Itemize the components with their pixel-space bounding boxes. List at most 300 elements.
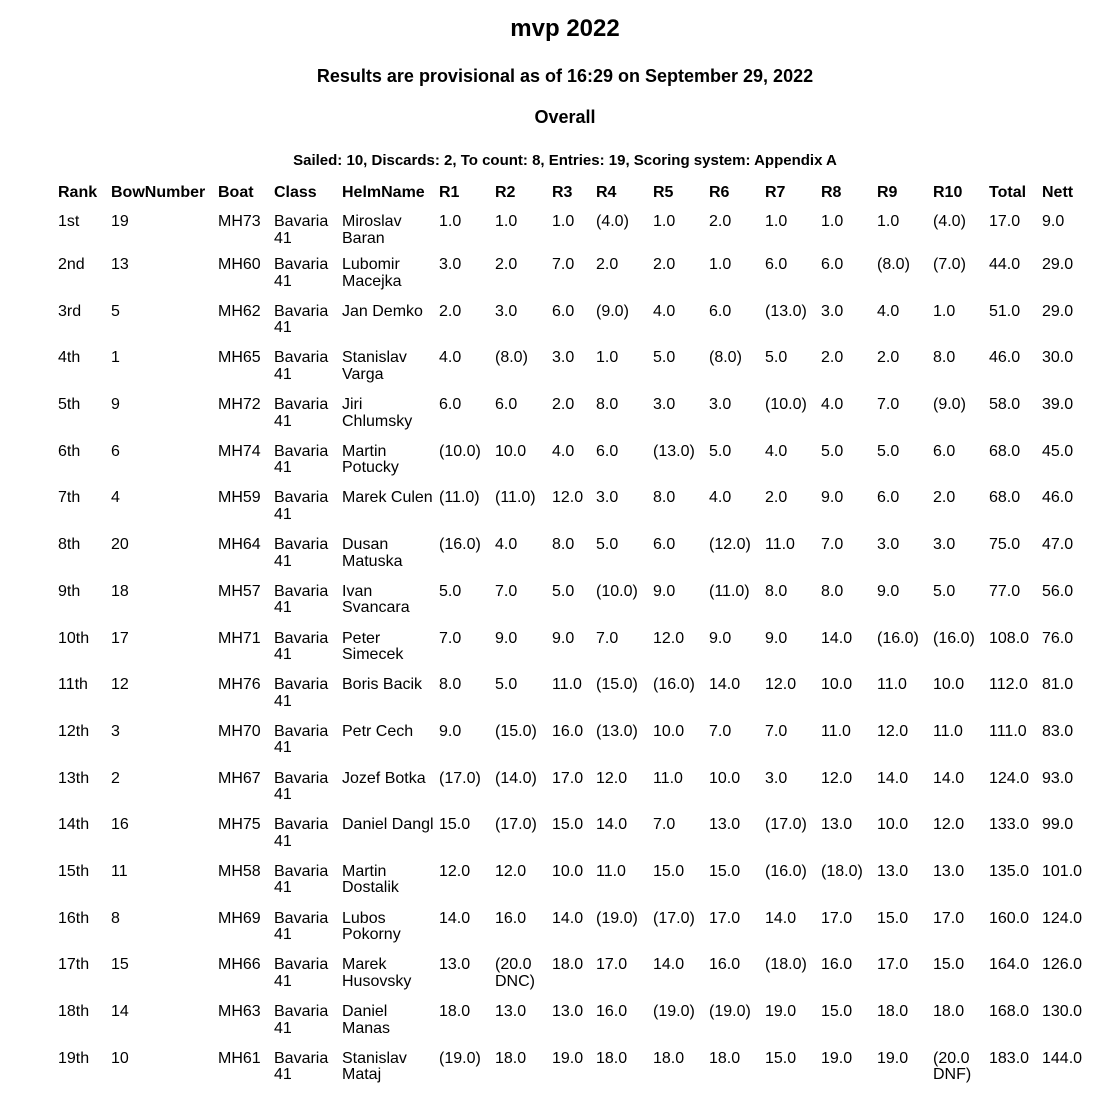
cell-r7: (13.0) bbox=[765, 302, 807, 320]
cell-bownumber: 1 bbox=[111, 349, 120, 367]
cell-r10: 15.0 bbox=[933, 956, 965, 974]
cell-r3: 18.0 bbox=[552, 956, 584, 974]
cell-nett: 46.0 bbox=[1042, 489, 1074, 507]
cell-r9: (8.0) bbox=[877, 256, 910, 273]
cell-r9: 7.0 bbox=[877, 396, 900, 414]
cell-nett: 124.0 bbox=[1042, 909, 1083, 927]
cell-r7: 3.0 bbox=[765, 769, 788, 787]
cell-r4: (9.0) bbox=[596, 302, 629, 320]
cell-r9: 11.0 bbox=[877, 676, 907, 694]
cell-r5: 5.0 bbox=[653, 349, 676, 367]
cell-r2: (14.0) bbox=[495, 769, 537, 787]
table-row bbox=[56, 444, 1085, 491]
cell-r5: (13.0) bbox=[653, 442, 695, 460]
column-header-r8: R8 bbox=[821, 184, 842, 201]
table-row bbox=[56, 584, 1085, 631]
cell-r7: 4.0 bbox=[765, 442, 788, 460]
cell-helmname: Lubos Pokorny bbox=[342, 909, 401, 944]
cell-total: 164.0 bbox=[989, 956, 1030, 974]
cell-r7: (10.0) bbox=[765, 396, 807, 414]
cell-r4: 12.0 bbox=[596, 769, 628, 787]
cell-r4: 3.0 bbox=[596, 489, 619, 507]
cell-r7: (18.0) bbox=[765, 956, 807, 974]
cell-r6: (8.0) bbox=[709, 349, 742, 367]
cell-class: Bavaria 41 bbox=[274, 862, 329, 897]
cell-r10: 8.0 bbox=[933, 349, 956, 367]
cell-rank: 4th bbox=[58, 349, 81, 367]
column-header-r7: R7 bbox=[765, 184, 786, 201]
cell-rank: 16th bbox=[58, 909, 90, 927]
cell-r2: 10.0 bbox=[495, 442, 527, 460]
cell-r3: 16.0 bbox=[552, 722, 584, 740]
cell-r6: 2.0 bbox=[709, 213, 732, 230]
cell-r6: 5.0 bbox=[709, 442, 732, 460]
cell-r9: 18.0 bbox=[877, 1003, 909, 1020]
cell-r1: 15.0 bbox=[439, 816, 471, 834]
cell-r9: 13.0 bbox=[877, 862, 909, 880]
cell-r10: 17.0 bbox=[933, 909, 965, 927]
cell-r6: 7.0 bbox=[709, 722, 732, 740]
table-row bbox=[56, 537, 1085, 584]
cell-r10: 1.0 bbox=[933, 302, 956, 320]
cell-r2: 18.0 bbox=[495, 1049, 527, 1067]
cell-helmname: Dusan Matuska bbox=[342, 536, 403, 570]
cell-boat: MH71 bbox=[218, 629, 261, 647]
cell-r6: 13.0 bbox=[709, 816, 741, 834]
cell-r8: 13.0 bbox=[821, 816, 853, 834]
cell-r1: 2.0 bbox=[439, 302, 462, 320]
cell-r9: 14.0 bbox=[877, 769, 909, 787]
cell-rank: 18th bbox=[58, 1003, 90, 1020]
cell-r9: 9.0 bbox=[877, 582, 900, 600]
table-row bbox=[56, 397, 1085, 444]
cell-r3: 1.0 bbox=[552, 213, 575, 230]
cell-r3: 2.0 bbox=[552, 396, 575, 414]
cell-r1: 13.0 bbox=[439, 956, 471, 974]
cell-bownumber: 19 bbox=[111, 213, 129, 230]
cell-r5: 9.0 bbox=[653, 582, 676, 600]
cell-r4: 16.0 bbox=[596, 1003, 628, 1020]
cell-total: 112.0 bbox=[989, 676, 1028, 694]
cell-r8: 10.0 bbox=[821, 676, 853, 694]
cell-r9: (16.0) bbox=[877, 629, 919, 647]
table-row bbox=[56, 490, 1085, 537]
cell-boat: MH60 bbox=[218, 256, 261, 273]
cell-r6: (11.0) bbox=[709, 582, 750, 600]
cell-r1: 14.0 bbox=[439, 909, 471, 927]
cell-r7: 7.0 bbox=[765, 722, 788, 740]
cell-nett: 29.0 bbox=[1042, 302, 1074, 320]
cell-bownumber: 6 bbox=[111, 442, 120, 460]
cell-nett: 29.0 bbox=[1042, 256, 1074, 273]
cell-total: 75.0 bbox=[989, 536, 1021, 554]
cell-r8: 17.0 bbox=[821, 909, 853, 927]
column-header-r5: R5 bbox=[653, 184, 674, 201]
cell-r3: 3.0 bbox=[552, 349, 575, 367]
cell-class: Bavaria 41 bbox=[274, 676, 329, 710]
cell-helmname: Jiri Chlumsky bbox=[342, 396, 413, 430]
cell-r2: 13.0 bbox=[495, 1003, 527, 1020]
cell-class: Bavaria 41 bbox=[274, 349, 329, 383]
cell-bownumber: 9 bbox=[111, 396, 120, 414]
cell-total: 108.0 bbox=[989, 629, 1030, 647]
cell-r2: 6.0 bbox=[495, 396, 518, 414]
cell-r3: 15.0 bbox=[552, 816, 584, 834]
cell-nett: 81.0 bbox=[1042, 676, 1074, 694]
cell-r5: 15.0 bbox=[653, 862, 685, 880]
table-row bbox=[56, 771, 1085, 818]
column-header-boat: Boat bbox=[218, 184, 254, 201]
cell-r10: (9.0) bbox=[933, 396, 966, 414]
table-row bbox=[56, 817, 1085, 864]
cell-r4: (4.0) bbox=[596, 213, 629, 230]
cell-rank: 9th bbox=[58, 582, 81, 600]
cell-bownumber: 13 bbox=[111, 256, 129, 273]
cell-r3: 6.0 bbox=[552, 302, 575, 320]
cell-boat: MH69 bbox=[218, 909, 261, 927]
cell-r5: 6.0 bbox=[653, 536, 676, 554]
cell-r3: 17.0 bbox=[552, 769, 584, 787]
cell-r7: 15.0 bbox=[765, 1049, 797, 1067]
cell-r9: 12.0 bbox=[877, 722, 909, 740]
cell-total: 17.0 bbox=[989, 213, 1021, 230]
table-row bbox=[56, 677, 1085, 724]
cell-total: 160.0 bbox=[989, 909, 1030, 927]
cell-bownumber: 12 bbox=[111, 676, 129, 694]
cell-r8: 9.0 bbox=[821, 489, 844, 507]
cell-boat: MH70 bbox=[218, 722, 261, 740]
cell-helmname: Daniel Dangl bbox=[342, 816, 434, 834]
cell-r5: 11.0 bbox=[653, 769, 683, 787]
cell-helmname: Miroslav Baran bbox=[342, 213, 402, 247]
cell-rank: 12th bbox=[58, 722, 90, 740]
cell-r1: 8.0 bbox=[439, 676, 462, 694]
column-header-bownumber: BowNumber bbox=[111, 184, 206, 201]
cell-boat: MH58 bbox=[218, 862, 261, 880]
cell-helmname: Stanislav Mataj bbox=[342, 1049, 407, 1084]
cell-r9: 15.0 bbox=[877, 909, 909, 927]
cell-helmname: Daniel Manas bbox=[342, 1003, 391, 1037]
cell-boat: MH73 bbox=[218, 213, 261, 230]
table-row bbox=[56, 724, 1085, 771]
cell-boat: MH64 bbox=[218, 536, 261, 554]
cell-r6: 17.0 bbox=[709, 909, 741, 927]
cell-helmname: Peter Simecek bbox=[342, 629, 404, 663]
table-row bbox=[56, 864, 1085, 911]
cell-r7: 14.0 bbox=[765, 909, 797, 927]
cell-r8: 11.0 bbox=[821, 722, 851, 740]
cell-class: Bavaria 41 bbox=[274, 629, 329, 663]
cell-r8: 1.0 bbox=[821, 213, 844, 230]
cell-r5: 18.0 bbox=[653, 1049, 685, 1067]
cell-r7: 12.0 bbox=[765, 676, 797, 694]
cell-total: 111.0 bbox=[989, 722, 1027, 740]
column-header-nett: Nett bbox=[1042, 184, 1074, 201]
cell-r6: 10.0 bbox=[709, 769, 741, 787]
cell-r5: 14.0 bbox=[653, 956, 685, 974]
cell-r5: 3.0 bbox=[653, 396, 676, 414]
column-header-r1: R1 bbox=[439, 184, 460, 201]
cell-r4: 5.0 bbox=[596, 536, 619, 554]
cell-r4: 18.0 bbox=[596, 1049, 628, 1067]
cell-r2: (20.0 DNC) bbox=[495, 956, 535, 990]
column-header-class: Class bbox=[274, 184, 317, 201]
table-row bbox=[56, 350, 1085, 397]
cell-rank: 11th bbox=[58, 676, 88, 694]
cell-total: 68.0 bbox=[989, 489, 1021, 507]
cell-r2: (15.0) bbox=[495, 722, 537, 740]
cell-r2: 2.0 bbox=[495, 256, 518, 273]
cell-class: Bavaria 41 bbox=[274, 816, 329, 850]
cell-r10: (4.0) bbox=[933, 213, 966, 230]
cell-r4: 17.0 bbox=[596, 956, 628, 974]
cell-r1: (10.0) bbox=[439, 442, 481, 460]
cell-r8: 8.0 bbox=[821, 582, 844, 600]
table-row bbox=[56, 206, 1085, 257]
column-header-helmname: HelmName bbox=[342, 184, 425, 201]
cell-nett: 93.0 bbox=[1042, 769, 1074, 787]
cell-class: Bavaria 41 bbox=[274, 722, 329, 757]
cell-r10: 11.0 bbox=[933, 722, 963, 740]
cell-r10: 6.0 bbox=[933, 442, 956, 460]
cell-nett: 144.0 bbox=[1042, 1049, 1083, 1067]
cell-r4: 8.0 bbox=[596, 396, 619, 414]
cell-r7: 19.0 bbox=[765, 1003, 797, 1020]
cell-r8: 3.0 bbox=[821, 302, 844, 320]
cell-r10: 10.0 bbox=[933, 676, 965, 694]
cell-r9: 1.0 bbox=[877, 213, 900, 230]
cell-bownumber: 8 bbox=[111, 909, 120, 927]
cell-r7: 6.0 bbox=[765, 256, 788, 273]
cell-r2: 4.0 bbox=[495, 536, 518, 554]
cell-boat: MH63 bbox=[218, 1003, 261, 1020]
cell-r6: 16.0 bbox=[709, 956, 741, 974]
cell-r6: (12.0) bbox=[709, 536, 751, 554]
cell-r4: (10.0) bbox=[596, 582, 638, 600]
cell-r1: (17.0) bbox=[439, 769, 481, 787]
cell-class: Bavaria 41 bbox=[274, 213, 329, 247]
cell-r3: 19.0 bbox=[552, 1049, 584, 1067]
cell-r1: 1.0 bbox=[439, 213, 462, 230]
cell-r2: 16.0 bbox=[495, 909, 527, 927]
cell-r5: 1.0 bbox=[653, 213, 676, 230]
cell-nett: 101.0 bbox=[1042, 862, 1083, 880]
cell-bownumber: 14 bbox=[111, 1003, 129, 1020]
cell-r4: 7.0 bbox=[596, 629, 619, 647]
cell-r7: 11.0 bbox=[765, 536, 795, 554]
cell-boat: MH74 bbox=[218, 442, 261, 460]
table-row bbox=[56, 631, 1085, 678]
cell-helmname: Marek Culen bbox=[342, 489, 433, 507]
cell-class: Bavaria 41 bbox=[274, 582, 329, 617]
cell-total: 183.0 bbox=[989, 1049, 1030, 1067]
cell-class: Bavaria 41 bbox=[274, 956, 329, 990]
cell-nett: 99.0 bbox=[1042, 816, 1074, 834]
cell-r10: 2.0 bbox=[933, 489, 956, 507]
cell-r3: 12.0 bbox=[552, 489, 584, 507]
cell-r8: 15.0 bbox=[821, 1003, 853, 1020]
column-header-r10: R10 bbox=[933, 184, 963, 201]
cell-r3: 10.0 bbox=[552, 862, 584, 880]
cell-r5: 2.0 bbox=[653, 256, 676, 273]
cell-rank: 5th bbox=[58, 396, 81, 414]
cell-r1: (16.0) bbox=[439, 536, 481, 554]
cell-total: 51.0 bbox=[989, 302, 1021, 320]
cell-r3: 11.0 bbox=[552, 676, 582, 694]
cell-helmname: Martin Potucky bbox=[342, 442, 399, 477]
cell-class: Bavaria 41 bbox=[274, 302, 329, 337]
page-title: mvp 2022 bbox=[510, 15, 620, 42]
cell-helmname: Ivan Svancara bbox=[342, 582, 410, 617]
cell-helmname: Martin Dostalik bbox=[342, 862, 399, 897]
cell-r4: 11.0 bbox=[596, 862, 626, 880]
results-table bbox=[56, 182, 1085, 1097]
cell-total: 168.0 bbox=[989, 1003, 1030, 1020]
cell-class: Bavaria 41 bbox=[274, 396, 329, 430]
cell-helmname: Stanislav Varga bbox=[342, 349, 407, 383]
cell-nett: 30.0 bbox=[1042, 349, 1074, 367]
series-summary: Sailed: 10, Discards: 2, To count: 8, Entries: 19, Scoring system: Appendix A bbox=[293, 152, 837, 169]
cell-rank: 13th bbox=[58, 769, 90, 787]
cell-r6: 9.0 bbox=[709, 629, 732, 647]
cell-r5: (19.0) bbox=[653, 1003, 695, 1020]
cell-r2: 12.0 bbox=[495, 862, 527, 880]
column-header-r2: R2 bbox=[495, 184, 516, 201]
cell-bownumber: 16 bbox=[111, 816, 129, 834]
table-row bbox=[56, 911, 1085, 958]
cell-rank: 8th bbox=[58, 536, 81, 554]
table-row bbox=[56, 1051, 1085, 1098]
cell-boat: MH76 bbox=[218, 676, 261, 694]
cell-r3: 13.0 bbox=[552, 1003, 584, 1020]
cell-r5: 7.0 bbox=[653, 816, 676, 834]
cell-bownumber: 5 bbox=[111, 302, 120, 320]
cell-r5: (17.0) bbox=[653, 909, 695, 927]
cell-r10: 13.0 bbox=[933, 862, 965, 880]
cell-nett: 126.0 bbox=[1042, 956, 1083, 974]
cell-total: 135.0 bbox=[989, 862, 1030, 880]
provisional-notice: Results are provisional as of 16:29 on September 29, 2022 bbox=[316, 66, 814, 86]
cell-r7: (16.0) bbox=[765, 862, 807, 880]
cell-r5: 12.0 bbox=[653, 629, 685, 647]
cell-r4: (13.0) bbox=[596, 722, 638, 740]
cell-rank: 19th bbox=[58, 1049, 90, 1067]
cell-r7: 2.0 bbox=[765, 489, 788, 507]
cell-r1: 5.0 bbox=[439, 582, 462, 600]
cell-r3: 9.0 bbox=[552, 629, 575, 647]
column-header-rank: Rank bbox=[58, 184, 98, 201]
cell-r1: 3.0 bbox=[439, 256, 462, 273]
cell-nett: 45.0 bbox=[1042, 442, 1074, 460]
cell-total: 124.0 bbox=[989, 769, 1030, 787]
cell-r6: 14.0 bbox=[709, 676, 741, 694]
cell-rank: 7th bbox=[58, 489, 81, 507]
cell-r6: (19.0) bbox=[709, 1003, 751, 1020]
cell-class: Bavaria 41 bbox=[274, 1003, 329, 1037]
cell-bownumber: 4 bbox=[111, 489, 120, 507]
cell-r8: 16.0 bbox=[821, 956, 853, 974]
cell-r8: 14.0 bbox=[821, 629, 853, 647]
section-title: Overall bbox=[534, 107, 596, 127]
cell-r6: 6.0 bbox=[709, 302, 732, 320]
cell-boat: MH67 bbox=[218, 769, 261, 787]
cell-nett: 39.0 bbox=[1042, 396, 1074, 414]
cell-class: Bavaria 41 bbox=[274, 1049, 329, 1084]
cell-r9: 10.0 bbox=[877, 816, 909, 834]
cell-r1: 4.0 bbox=[439, 349, 462, 367]
cell-total: 68.0 bbox=[989, 442, 1021, 460]
table-row bbox=[56, 304, 1085, 351]
column-header-r6: R6 bbox=[709, 184, 730, 201]
cell-class: Bavaria 41 bbox=[274, 256, 329, 290]
cell-r9: 5.0 bbox=[877, 442, 900, 460]
cell-r9: 6.0 bbox=[877, 489, 900, 507]
cell-r3: 5.0 bbox=[552, 582, 575, 600]
cell-r9: 17.0 bbox=[877, 956, 909, 974]
cell-r9: 2.0 bbox=[877, 349, 900, 367]
cell-r6: 15.0 bbox=[709, 862, 741, 880]
cell-nett: 76.0 bbox=[1042, 629, 1074, 647]
cell-class: Bavaria 41 bbox=[274, 769, 329, 804]
cell-class: Bavaria 41 bbox=[274, 909, 329, 944]
cell-rank: 14th bbox=[58, 816, 90, 834]
cell-r4: 14.0 bbox=[596, 816, 628, 834]
cell-r3: 4.0 bbox=[552, 442, 575, 460]
cell-bownumber: 11 bbox=[111, 862, 128, 880]
cell-r9: 3.0 bbox=[877, 536, 900, 554]
cell-rank: 15th bbox=[58, 862, 90, 880]
cell-r7: (17.0) bbox=[765, 816, 807, 834]
cell-helmname: Marek Husovsky bbox=[342, 956, 412, 990]
cell-rank: 6th bbox=[58, 442, 81, 460]
cell-class: Bavaria 41 bbox=[274, 536, 329, 570]
cell-boat: MH57 bbox=[218, 582, 261, 600]
cell-nett: 56.0 bbox=[1042, 582, 1074, 600]
cell-r6: 18.0 bbox=[709, 1049, 741, 1067]
cell-rank: 2nd bbox=[58, 256, 85, 273]
cell-rank: 10th bbox=[58, 629, 90, 647]
cell-r3: 14.0 bbox=[552, 909, 584, 927]
cell-r4: (19.0) bbox=[596, 909, 638, 927]
cell-r10: (16.0) bbox=[933, 629, 975, 647]
cell-nett: 9.0 bbox=[1042, 213, 1065, 230]
cell-r6: 3.0 bbox=[709, 396, 732, 414]
cell-r3: 8.0 bbox=[552, 536, 575, 554]
cell-bownumber: 17 bbox=[111, 629, 129, 647]
cell-r10: (20.0 DNF) bbox=[933, 1049, 972, 1084]
cell-r1: 12.0 bbox=[439, 862, 471, 880]
cell-r5: 4.0 bbox=[653, 302, 676, 320]
cell-boat: MH62 bbox=[218, 302, 261, 320]
cell-r8: (18.0) bbox=[821, 862, 863, 880]
cell-r7: 8.0 bbox=[765, 582, 788, 600]
cell-helmname: Lubomir Macejka bbox=[342, 256, 402, 290]
cell-rank: 17th bbox=[58, 956, 90, 974]
cell-r5: 8.0 bbox=[653, 489, 676, 507]
cell-helmname: Petr Cech bbox=[342, 722, 414, 740]
column-header-r4: R4 bbox=[596, 184, 617, 201]
cell-r2: 9.0 bbox=[495, 629, 518, 647]
cell-r1: (19.0) bbox=[439, 1049, 481, 1067]
cell-r1: 18.0 bbox=[439, 1003, 471, 1020]
cell-r2: (8.0) bbox=[495, 349, 528, 367]
table-row bbox=[56, 257, 1085, 304]
cell-r2: 3.0 bbox=[495, 302, 518, 320]
cell-boat: MH66 bbox=[218, 956, 261, 974]
column-header-r9: R9 bbox=[877, 184, 898, 201]
cell-r9: 19.0 bbox=[877, 1049, 909, 1067]
cell-r1: 6.0 bbox=[439, 396, 462, 414]
